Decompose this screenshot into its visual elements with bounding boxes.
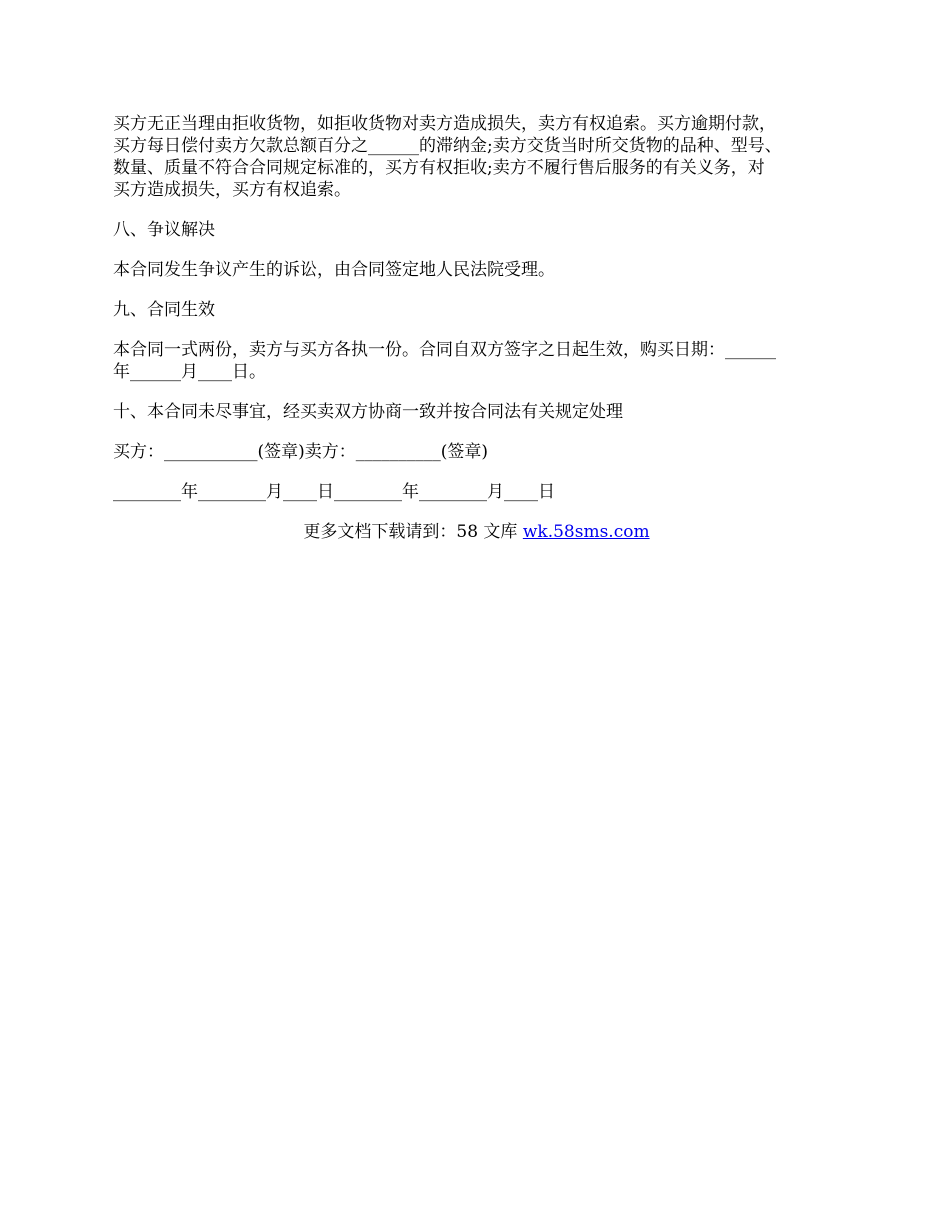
- date-line: ________年________月____日________年________月____日: [113, 482, 555, 502]
- footer-link[interactable]: wk.58sms.com: [522, 522, 650, 542]
- clause-7-line-1: 买方无正当理由拒收货物，如拒收货物对卖方造成损失，卖方有权追索。买方逾期付款，: [113, 114, 776, 134]
- clause-7-line-3: 数量、质量不符合合同规定标准的，买方有权拒收;卖方不履行售后服务的有关义务，对: [113, 158, 765, 178]
- section-9-line-1: 本合同一式两份，卖方与买方各执一份。合同自双方签字之日起生效，购买日期：______: [113, 340, 776, 360]
- footer-text: 更多文档下载请到：58 文库: [303, 522, 523, 542]
- section-9-heading: 九、合同生效: [113, 300, 215, 320]
- clause-7-line-2: 买方每日偿付卖方欠款总额百分之______的滞纳金;卖方交货当时所交货物的品种、型号、: [113, 136, 782, 156]
- clause-7-paragraph: [113, 113, 840, 201]
- document-page: [113, 113, 840, 561]
- clause-7-line-4: 买方造成损失，买方有权追索。: [113, 180, 351, 200]
- section-8-body: 本合同发生争议产生的诉讼，由合同签定地人民法院受理。: [113, 260, 555, 280]
- footer: [113, 521, 840, 543]
- section-9-body: [113, 339, 840, 383]
- signature-line: 买方：___________(签章)卖方：__________(签章): [113, 442, 489, 462]
- section-8-heading: 八、争议解决: [113, 220, 215, 240]
- section-10-heading: 十、本合同未尽事宜，经买卖双方协商一致并按合同法有关规定处理: [113, 402, 623, 422]
- section-9-line-2: 年______月____日。: [113, 362, 266, 382]
